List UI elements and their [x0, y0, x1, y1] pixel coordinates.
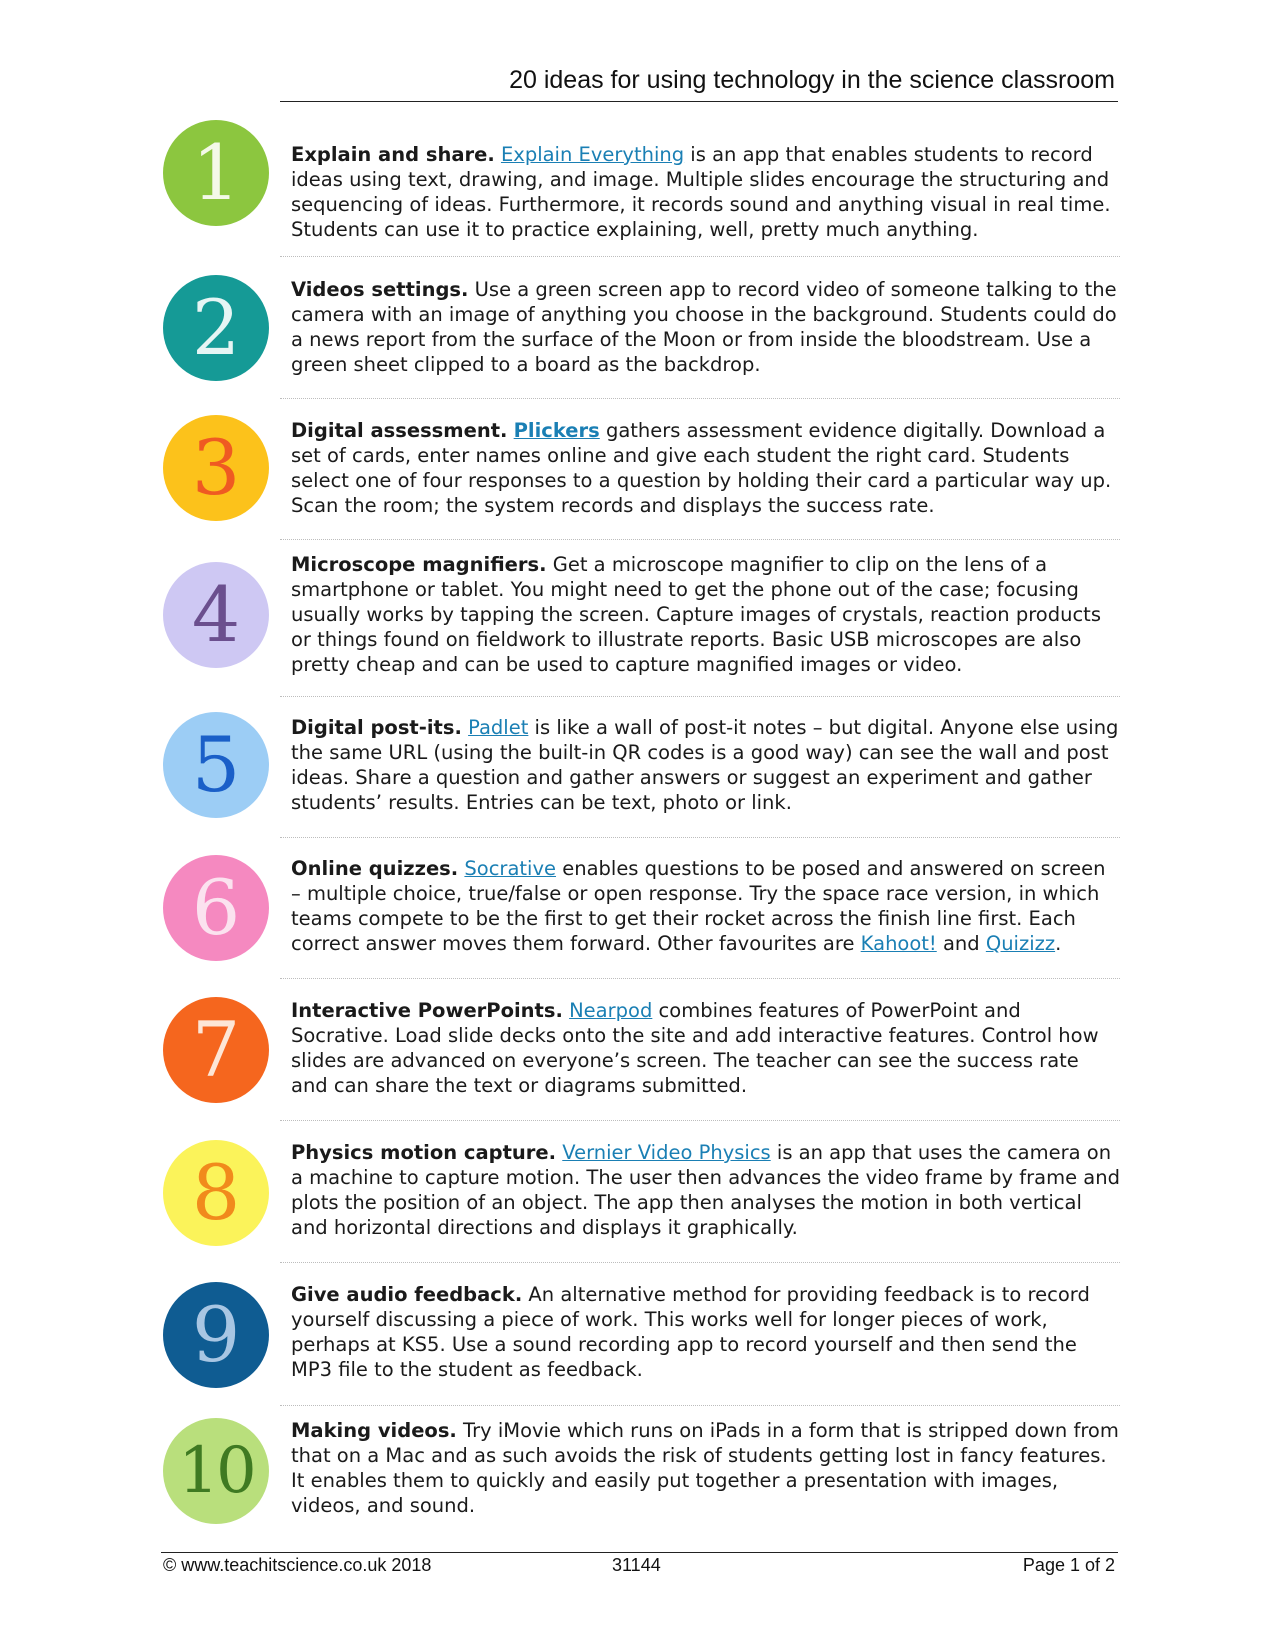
footer-page-number: Page 1 of 2 [1022, 1555, 1115, 1575]
idea-heading: Microscope magnifiers. [291, 553, 547, 576]
item-separator [280, 256, 1120, 257]
idea-heading: Videos settings. [291, 278, 469, 301]
app-link[interactable]: Kahoot! [860, 932, 937, 955]
number-badge-7: 7 [163, 997, 269, 1103]
idea-body-text: gathers assessment evidence digitally. Download a set of cards, enter names online and give each student the right card. Students select one of four responses to a question by holding their card a particular way up. Scan the room; the system records and displays the success rate. [291, 419, 1112, 517]
idea-body-text: is like a wall of post-it notes – but digital. Anyone else using the same URL (using the built-in QR codes is a good way) can see the wall and post ideas. Share a question and gather answers or suggest an experiment and gather students’ results. Entries can be text, photo or link. [291, 716, 1119, 814]
idea-body-text: is an app that enables students to record ideas using text, drawing, and image. Multiple slides encourage the structuring and sequencing of ideas. Furthermore, it records sound and anything visual in real time. Students can use it to practice explaining, well, pretty much anything. [291, 143, 1111, 241]
title-rule [280, 101, 1118, 102]
idea-body-text: Use a green screen app to record video of someone talking to the camera with an image of anything you choose in the background. Students could do a news report from the surface of the Moon or from inside the bloodstream. Use a green sheet clipped to a board as the backdrop. [291, 278, 1117, 376]
idea-heading: Making videos. [291, 1419, 457, 1442]
app-link[interactable]: Plickers [513, 419, 600, 442]
idea-text-1 [291, 142, 1121, 242]
idea-heading: Digital post-its. [291, 716, 462, 739]
idea-text-3 [291, 418, 1121, 518]
idea-heading: Physics motion capture. [291, 1141, 557, 1164]
item-separator [280, 978, 1120, 979]
app-link[interactable]: Nearpod [569, 999, 653, 1022]
idea-heading: Online quizzes. [291, 857, 459, 880]
idea-body-text: combines features of PowerPoint and Socrative. Load slide decks onto the site and add interactive features. Control how slides are advanced on everyone’s screen. The teacher can see the success rate and can share the text or diagrams submitted. [291, 999, 1099, 1097]
number-badge-3: 3 [163, 415, 269, 521]
footer-rule [161, 1552, 1118, 1553]
number-badge-8: 8 [163, 1140, 269, 1246]
number-badge-10: 10 [163, 1418, 269, 1524]
idea-heading: Interactive PowerPoints. [291, 999, 563, 1022]
number-badge-4: 4 [163, 562, 269, 668]
number-badge-6: 6 [163, 855, 269, 961]
item-separator [280, 539, 1120, 540]
item-separator [280, 398, 1120, 399]
idea-text-6 [291, 856, 1121, 956]
number-badge-2: 2 [163, 275, 269, 381]
idea-heading: Give audio feedback. [291, 1283, 523, 1306]
app-link[interactable]: Padlet [468, 716, 529, 739]
idea-body-text: An alternative method for providing feedback is to record yourself discussing a piece of work. This works well for longer pieces of work, perhaps at KS5. Use a sound recording app to record yourself and then send the MP3 file to the student as feedback. [291, 1283, 1090, 1381]
app-link[interactable]: Explain Everything [500, 143, 685, 166]
number-badge-9: 9 [163, 1282, 269, 1388]
idea-text-4 [291, 552, 1121, 677]
app-link[interactable]: Vernier Video Physics [562, 1141, 771, 1164]
idea-text-10 [291, 1418, 1121, 1518]
item-separator [280, 1120, 1120, 1121]
idea-heading: Explain and share. [291, 143, 495, 166]
idea-body-text: is an app that uses the camera on a machine to capture motion. The user then advances the video frame by frame and plots the position of an object. The app then analyses the motion in both vertical and horizontal directions and displays it graphically. [291, 1141, 1120, 1239]
app-link[interactable]: Quizizz [985, 932, 1056, 955]
idea-body-text: Try iMovie which runs on iPads in a form that is stripped down from that on a Mac and as such avoids the risk of students getting lost in fancy features. It enables them to quickly and easily put together a presentation with images, videos, and sound. [291, 1419, 1119, 1517]
idea-text-5 [291, 715, 1121, 815]
idea-text-7 [291, 998, 1121, 1098]
idea-body-text: Get a microscope magnifier to clip on the lens of a smartphone or tablet. You might need to get the phone out of the case; focusing usually works by tapping the screen. Capture images of crystals, reaction products or things found on fieldwork to illustrate reports. Basic USB microscopes are also pretty cheap and can be used to capture magnified images or video. [291, 553, 1101, 676]
idea-body-text: and [936, 932, 986, 955]
item-separator [280, 1405, 1120, 1406]
footer-copyright: © www.teachitscience.co.uk 2018 [163, 1555, 432, 1575]
idea-body-text: enables questions to be posed and answered on screen – multiple choice, true/false or open response. Try the space race version, in which teams compete to be the first to get their rocket across the finish line first. Each correct answer moves them forward. Other favourites are [291, 857, 1106, 955]
item-separator [280, 1262, 1120, 1263]
number-badge-1: 1 [163, 120, 269, 226]
page-title: 20 ideas for using technology in the science classroom [509, 66, 1115, 94]
item-separator [280, 696, 1120, 697]
idea-heading: Digital assessment. [291, 419, 508, 442]
footer-resource-code: 31144 [612, 1555, 661, 1575]
idea-text-9 [291, 1282, 1121, 1382]
number-badge-5: 5 [163, 712, 269, 818]
idea-text-2 [291, 277, 1121, 377]
item-separator [280, 837, 1120, 838]
idea-text-8 [291, 1140, 1121, 1240]
idea-body-text: . [1055, 932, 1062, 955]
app-link[interactable]: Socrative [464, 857, 557, 880]
